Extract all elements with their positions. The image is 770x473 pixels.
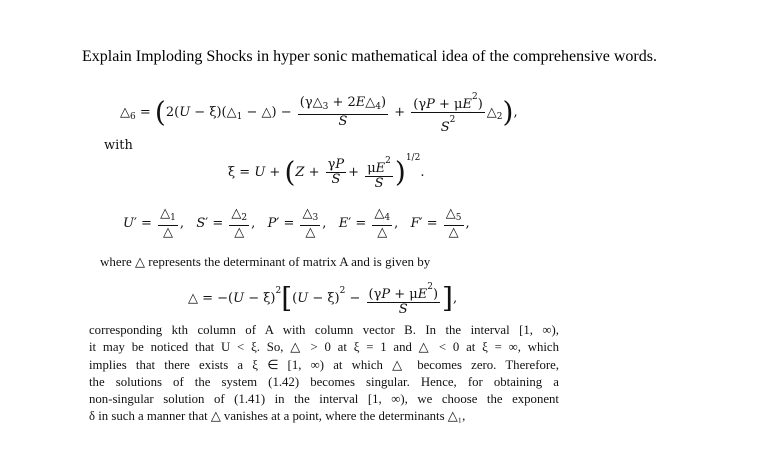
question-text: Explain Imploding Shocks in hyper sonic mathematical idea of the comprehensive words.	[82, 48, 657, 65]
where-text: where △ represents the determinant of matrix A and is given by	[100, 254, 431, 269]
equation-delta6: $\triangle_6 = (2(U$ − $\xi)(\triangle_1$ − △) − $\frac{(\gamma\triangle_3 + 2E\triangle_4)}{S}$ + $\frac{(\gamma P + \mu E^2)}{S^2}$ $\triangle_2$),	[120, 92, 518, 135]
paragraph-line: δ in such a manner that △ vanishes at a point, where the determinants △₁,	[89, 409, 466, 424]
paragraph-line: the solutions of the system (1.42) becomes singular. Hence, for obtaining a	[89, 374, 559, 389]
equation-delta: △ = $-(U - \xi)^2[(U - \xi)^2$ − $\frac{(\gamma P + \mu E^2)}{S}$ ],	[188, 281, 458, 317]
paragraph	[89, 322, 559, 426]
equation-xi: ξ = U + (Z + $\frac{\gamma P}{S}$ + $\frac{\mu E^2}{S}$ )$^{1/2}$.	[228, 153, 425, 191]
paragraph-line: non-singular solution of (1.41) in the interval [1, ∞), we choose the exponent	[89, 392, 559, 407]
with-label: with	[104, 138, 133, 153]
paragraph-line: implies that there exists a ξ ∈ [1, ∞) at which △ becomes zero. Therefore,	[89, 357, 559, 372]
paragraph-line: corresponding kth column of A with column vector B. In the interval [1, ∞),	[89, 323, 559, 337]
equation-derivatives: U′ = $\frac{\triangle_1}{\triangle}$ , S′ = $\frac{\triangle_2}{\triangle}$ , P′ = $\frac{\triangle_3}{\triangle}$ , E′ = $\frac{\triangle_4}{\triangle}$ , F′ = $\frac{\triangle_5}{\triangle}$ ,	[123, 206, 470, 240]
paragraph-line: it may be noticed that U < ξ. So, △ > 0 at ξ = 1 and △ < 0 at ξ = ∞, which	[89, 340, 559, 355]
